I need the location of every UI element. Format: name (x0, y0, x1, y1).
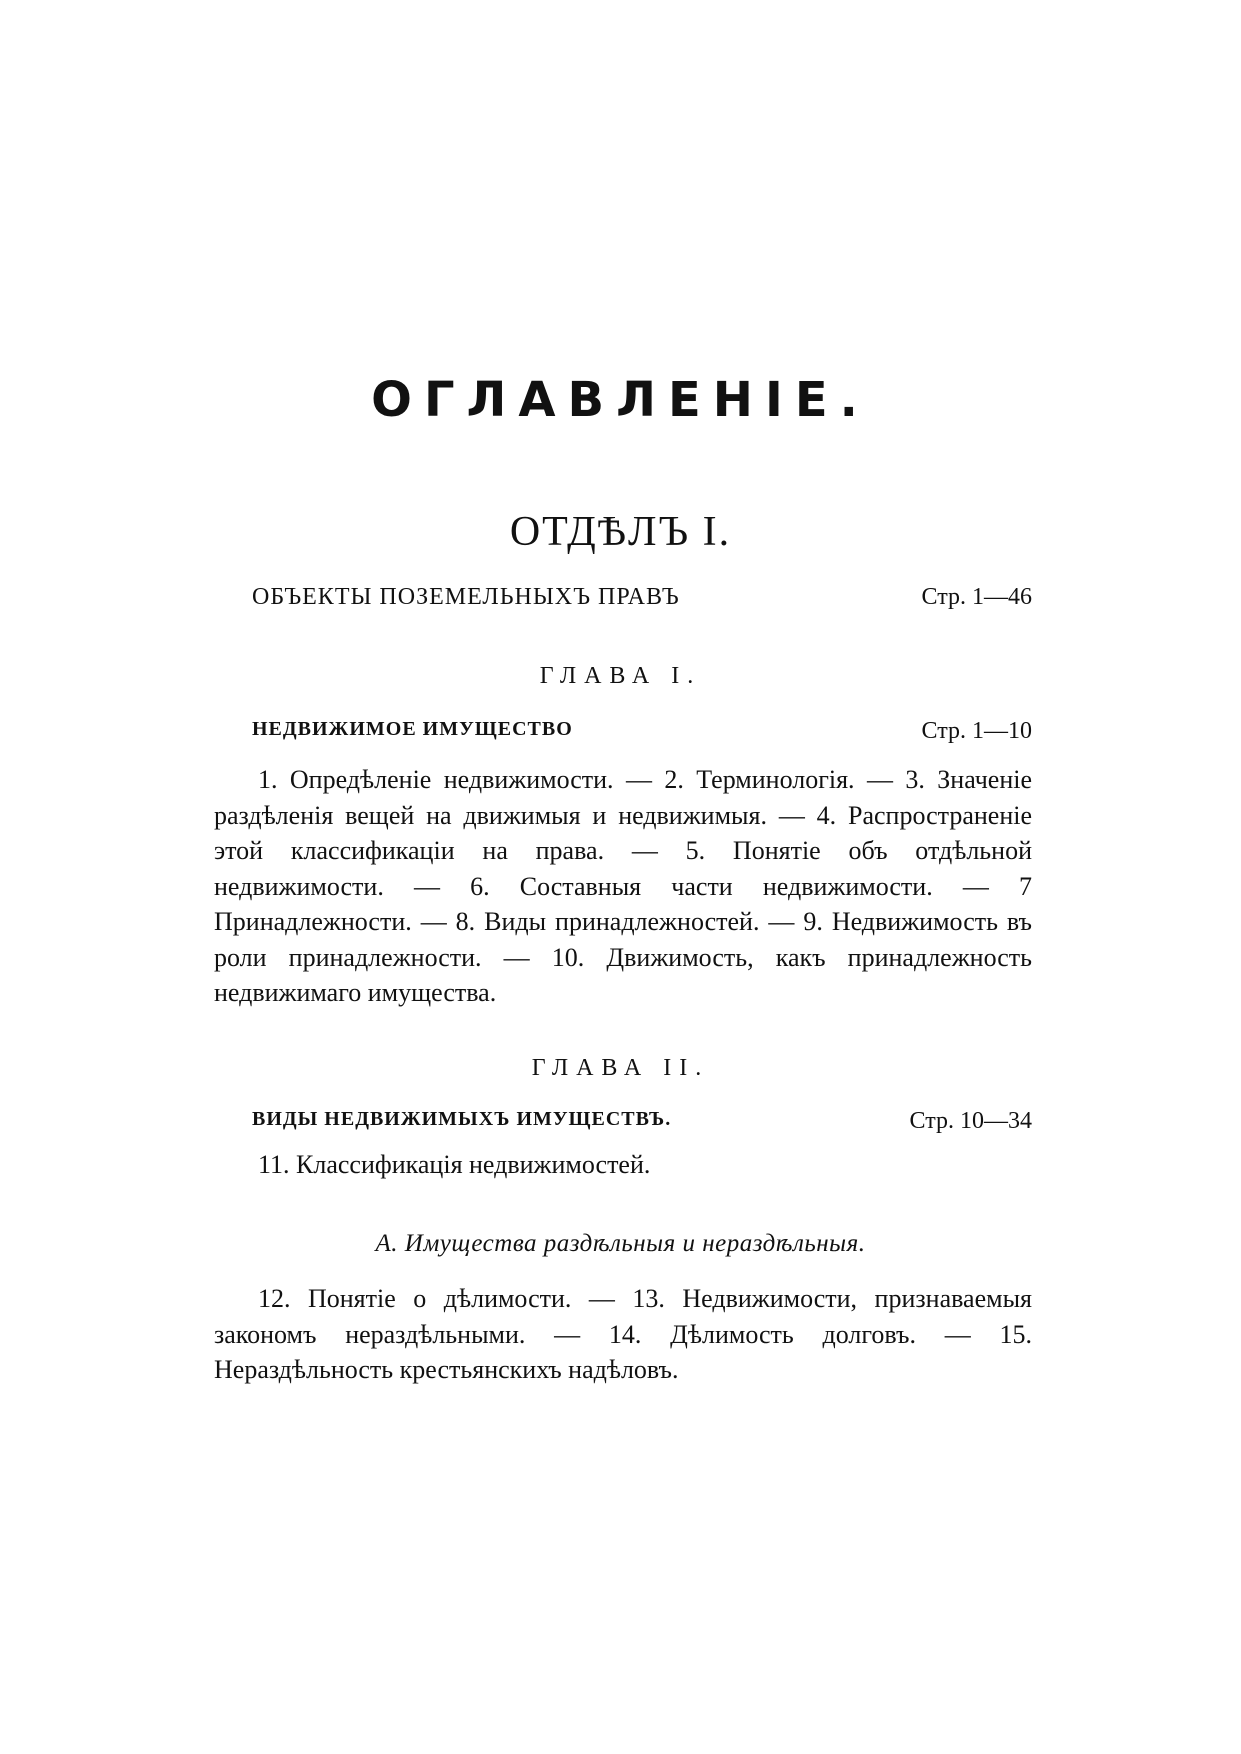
chapter-1-entry (252, 718, 1032, 750)
section-entry (252, 584, 1032, 616)
subsection-contents: 12. Понятіе о дѣлимости. — 13. Недвижимости, признаваемыя закономъ нераздѣльными. — 14. Дѣлимость долговъ. — 15. Нераздѣльность крестьянскихъ надѣловъ. (214, 1284, 1032, 1384)
section-heading: ОТДѢЛЪ I. (509, 509, 732, 555)
chapter-1-heading: ГЛАВА I. (539, 663, 702, 689)
section-subject: ОБЪЕКТЫ ПОЗЕМЕЛЬНЫХЪ ПРАВЪ (252, 584, 680, 610)
chapter-2-subject: ВИДЫ НЕДВИЖИМЫХЪ ИМУЩЕСТВЪ. (252, 1108, 672, 1130)
chapter-1-page-range: Стр. 1—10 (921, 718, 1032, 744)
subsection-heading: А. Имущества раздѣльныя и нераздѣльныя. (375, 1230, 866, 1257)
chapter-2-heading: ГЛАВА II. (531, 1055, 710, 1081)
chapter-2-entry (252, 1108, 1032, 1140)
chapter-1-subject: НЕДВИЖИМОЕ ИМУЩЕСТВО (252, 718, 573, 740)
chapter-2-contents: 11. Классификація недвижимостей. (258, 1150, 651, 1179)
page-title: ОГЛАВЛЕНІЕ. (371, 372, 870, 428)
chapter-2-page-range: Стр. 10—34 (909, 1108, 1032, 1134)
chapter-1-contents: 1. Опредѣленіе недвижимости. — 2. Терминологія. — 3. Значеніе раздѣленія вещей на движимыя и недвижимыя. — 4. Распространеніе этой классификаціи на права. — 5. Понятіе объ отдѣльной недвижимости. — 6. Составныя части недвижимости. — 7 Принадлежности. — 8. Виды принадлежностей. — 9. Недвижимость въ роли принадлежности. — 10. Движимость, какъ принадлежность недвижимаго имущества. (214, 765, 1032, 1007)
section-page-range: Стр. 1—46 (921, 584, 1032, 610)
